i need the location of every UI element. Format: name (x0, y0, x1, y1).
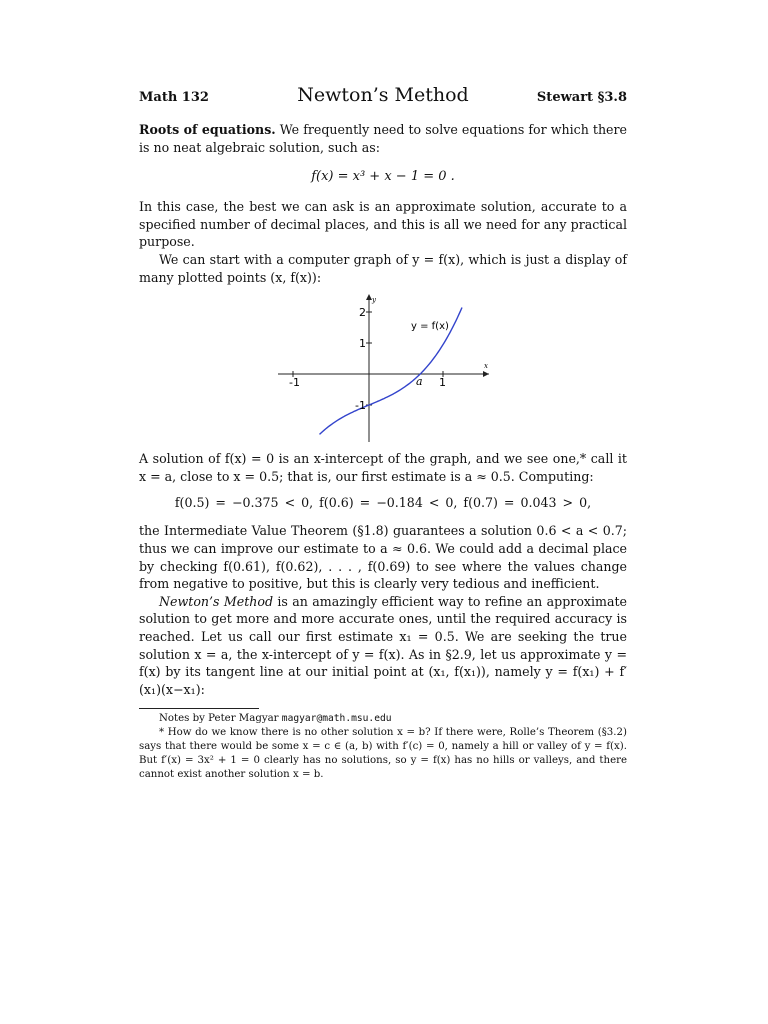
author-note (139, 712, 627, 726)
curve-label: y = f(x) (411, 321, 449, 333)
paragraph-graph-intro: We can start with a computer graph of y = f(x), which is just a display of many plotted points (x, f(x)): (139, 251, 627, 285)
footnote-uniqueness: * How do we know there is no other solution x = b? If there were, Rolle’s Theorem (§3.2) says that there would be some x = c ∈ (a, b) with f′(c) = 0, namely a hill or valley of y = f(x). But f′(x) = 3x² + 1 = 0 clearly has no solutions, so y = f(x) has no hills or valleys, and there cannot exist another solution x = b. (139, 727, 627, 781)
paragraph-text: We frequently need to solve equations for which there is no neat algebraic solution, such as: (139, 122, 627, 155)
tick-label-y-1: 1 (359, 337, 366, 351)
footnotes (139, 712, 627, 782)
graph-svg (139, 292, 627, 442)
equation-evaluations: f(0.5) = −0.375 < 0, f(0.6) = −0.184 < 0, f(0.7) = 0.043 > 0, (174, 495, 592, 511)
paragraph-roots (139, 121, 627, 156)
page-header (139, 84, 627, 112)
paragraph-approximate: In this case, the best we can ask is an approximate solution, accurate to a specified number of decimal places, and this is all we need for any practical purpose. (139, 199, 627, 250)
page-title: Newton’s Method (297, 84, 469, 106)
paragraph-ivt: the Intermediate Value Theorem (§1.8) guarantees a solution 0.6 < a < 0.7; thus we can improve our estimate to a ≈ 0.6. We could add a decimal place by checking f(0.61), f(0.62), . . . , f(0.69) to see where the values change from negative to positive, but this is clearly very tedious and inefficient. (139, 523, 627, 592)
course-label: Math 132 (139, 90, 209, 105)
paragraph-heading: Roots of equations. (139, 122, 276, 137)
newton-method-text: is an amazingly efficient way to refine an approximate solution to get more and more accurate ones, until the required accuracy is reached. Let us call our first estimate x₁ = 0.5. We are seeking the true solution x = a, the x-intercept of y = f(x). As in §2.9, let us approximate y = f(x) by its tangent line at our initial point at (x₁, f(x₁)), namely y = f(x₁) + f′(x₁)(x−x₁): (139, 593, 628, 697)
paragraph-solution-estimate: A solution of f(x) = 0 is an x-intercept of the graph, and we see one,* call it x = a, close to x = 0.5; that is, our first estimate is a ≈ 0.5. Computing: (139, 451, 627, 484)
paragraph-newton-method (139, 593, 627, 699)
tick-label-y-2: 2 (359, 306, 366, 320)
page (139, 84, 627, 782)
author-name: Notes by Peter Magyar (159, 713, 279, 725)
equation-main: f(x) = x³ + x − 1 = 0 . (311, 169, 455, 185)
author-email: magyar@math.msu.edu (281, 713, 392, 725)
x-axis-arrow-icon (483, 371, 489, 377)
newton-method-term: Newton’s Method (159, 593, 274, 609)
tick-label-y-neg: -1 (355, 399, 366, 413)
axis-x-label: x (484, 362, 488, 371)
footnote-divider (139, 708, 259, 709)
root-label-a: a (416, 375, 423, 389)
textbook-reference: Stewart §3.8 (536, 90, 627, 105)
function-graph (139, 292, 627, 442)
axis-y-label: y (372, 296, 376, 305)
tick-label-x-neg: -1 (289, 376, 300, 390)
tick-label-x-pos: 1 (439, 376, 446, 390)
